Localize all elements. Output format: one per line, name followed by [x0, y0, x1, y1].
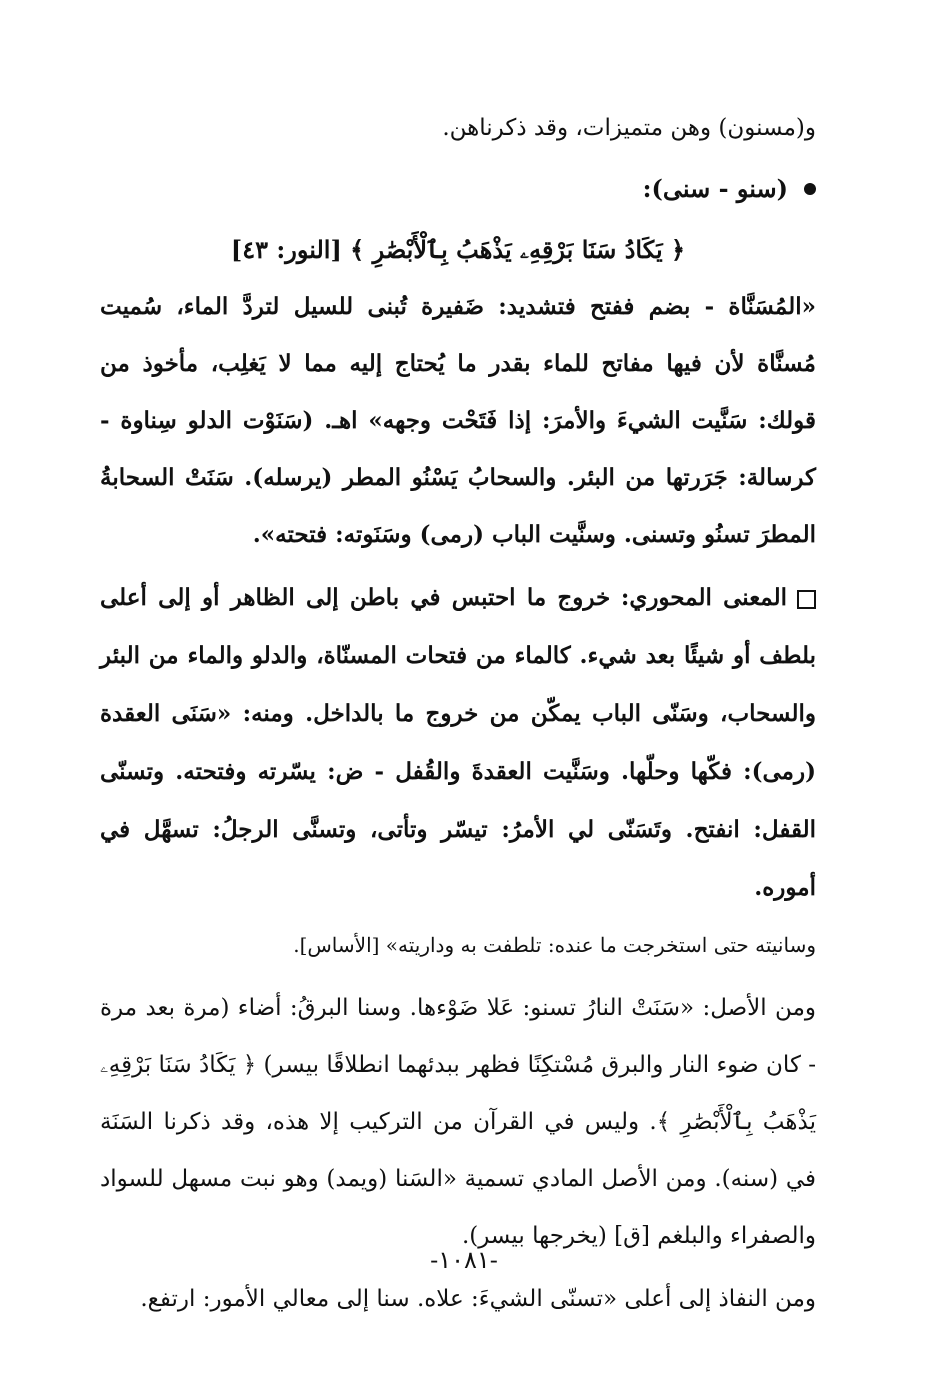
meaning-label: المعنى المحوري: [620, 584, 788, 611]
section-heading-text: (سنو - سنى): [642, 174, 788, 203]
meaning-text: خروج ما احتبس في باطن إلى الظاهر أو إلى أعلى بلطف أو شيئًا بعد شيء. كالماء من فتحات المسنّاة، والدلو والماء من البئر والسحاب، وسَنّى الباب يمكّن من خروج ما بالداخل. ومنه: «سَنَى العقدة (رمى): فكّها وحلّها. وسَنَّيت العقدةَ والقُفل - ض: يسّرته وفتحته. وتسنّى القفل: انفتح. وتَسَنّى لي الأمرُ: تيسّر وتأتى، وتسنَّى الرجلُ: تسهَّل في أموره. [100, 584, 816, 901]
meaning-last-line: وسانيته حتى استخرجت ما عنده: تلطفت به وداريته» [الأساس]. [293, 933, 816, 957]
quote-paragraph: «المُسَنَّاة - بضم ففتح فتشديد: ضَفيرة تُبنى للسيل لتردَّ الماء، سُميت مُسنَّاة لأن فيها مفاتح للماء بقدر ما يُحتاج إليه مما لا يَغلِب، مأخوذ من قولك: سَنَّيت الشيءَ والأمرَ: إذا فَتَحْت وجهه» اهـ. (سَنَوْت الدلو سِناوة - كرسالة: جَرَرتها من البئر. والسحابُ يَسْنُو المطر (يرسله). سَنَتْ السحابةُ المطرَ تسنُو وتسنى. وسنَّيت الباب (رمى) وسَنَوته: فتحته». [100, 293, 816, 548]
quran-verse: ﴿ يَكَادُ سَنَا بَرْقِهِۦ يَذْهَبُ بِٱلْأَبْصَٰرِ ﴾ [النور: ٤٣] [230, 235, 686, 264]
meaning-paragraph [100, 569, 816, 917]
intro-line: و(مسنون) وهن متميزات، وقد ذكرناهن. [442, 115, 816, 141]
origin-paragraph: ومن الأصل: «سَنَتْ النارُ تسنو: عَلا ضَوْءها. وسنا البرقُ: أضاء (مرة بعد مرة - كان ضوء النار والبرق مُسْتكِنًا فظهر ببدئهما انطلاقًا بيسر) ﴿ يَكَادُ سَنَا بَرْقِهِۦ يَذْهَبُ بِٱلْأَبْصَٰرِ ﴾. وليس في القرآن من التركيب إلا هذه، وقد ذكرنا السَنَة في (سنه). ومن الأصل المادي تسمية «السَنا (ويمد) وهو نبت مسهل للسواد والصفراء والبلغم [ق] (يخرجها بيسر). [100, 995, 816, 1249]
bullet-icon [804, 183, 816, 195]
page-number: -١٠٨١- [430, 1246, 498, 1274]
final-line: ومن النفاذ إلى أعلى «تسنّى الشيءَ: علاه. سنا إلى معالي الأمور: ارتفع. [140, 1286, 816, 1312]
page-body [100, 100, 816, 1328]
section-heading [100, 160, 816, 217]
square-icon [797, 590, 816, 609]
